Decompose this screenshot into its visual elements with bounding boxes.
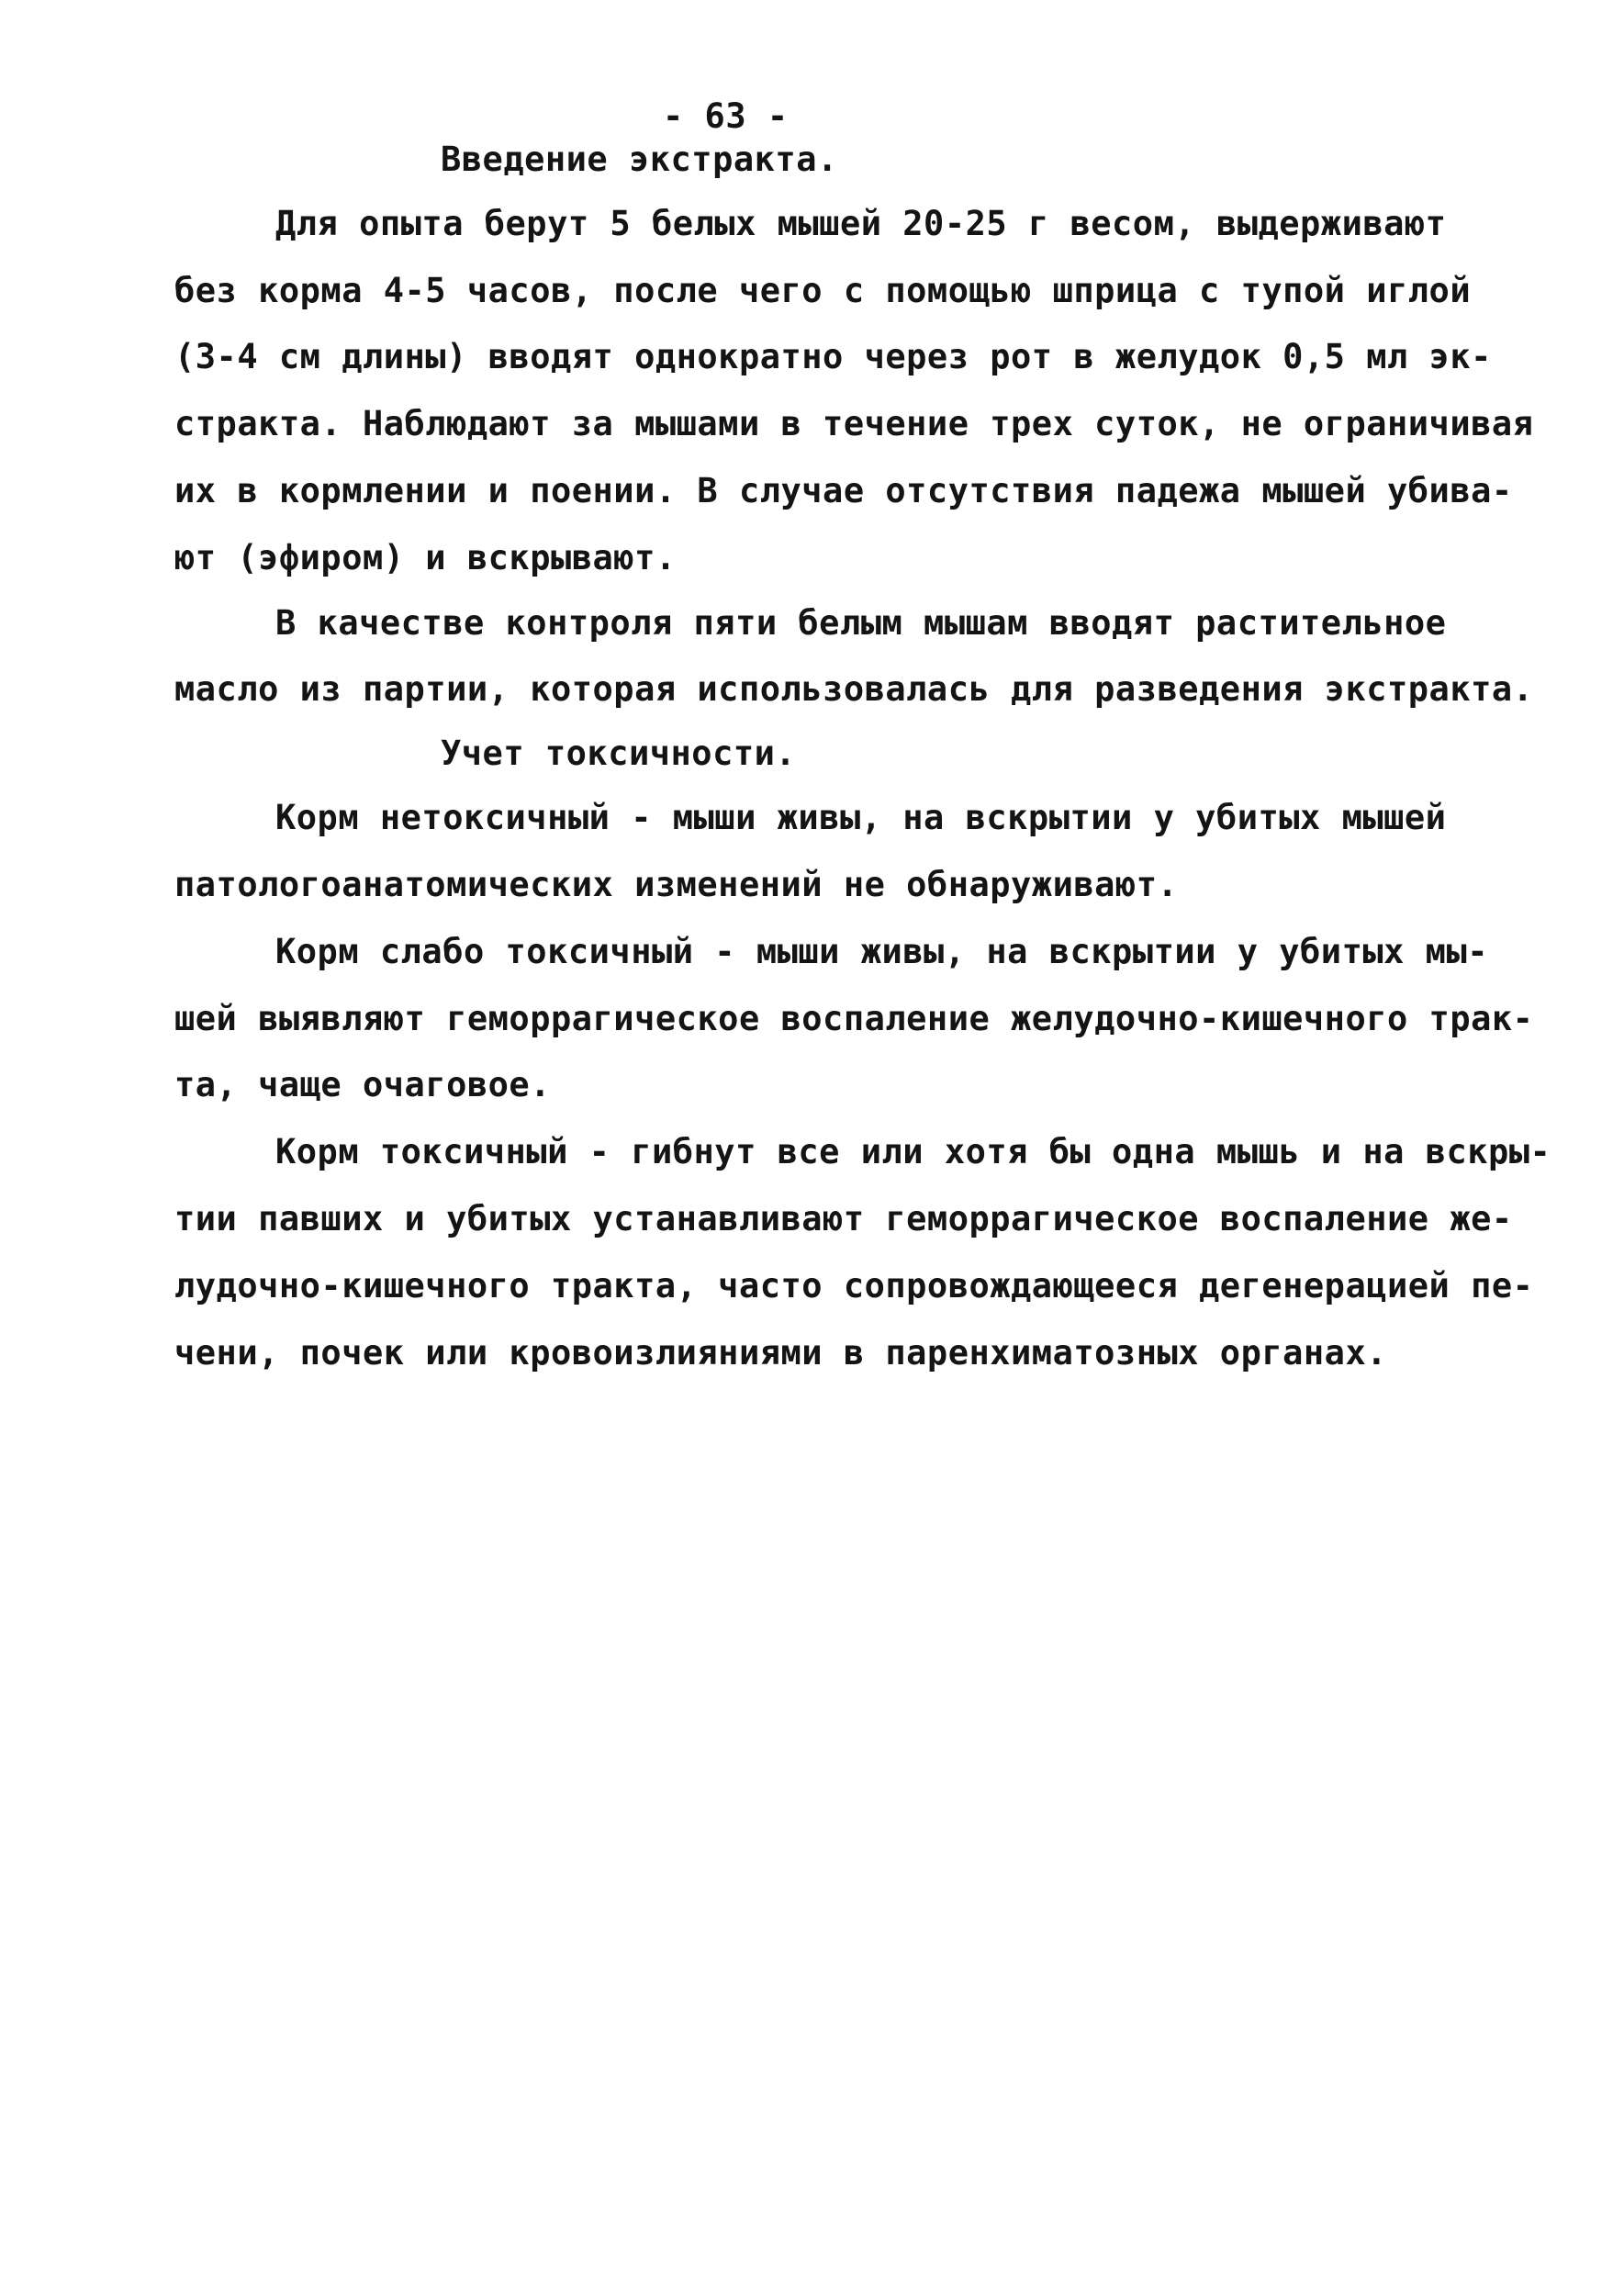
paragraph-line: та, чаще очаговое. xyxy=(174,1065,551,1104)
paragraph-line: (3-4 см длины) вводят однократно через рот в желудок 0,5 мл эк- xyxy=(174,337,1492,376)
paragraph-line: тии павших и убитых устанавливают геморрагическое воспаление же- xyxy=(174,1199,1513,1238)
paragraph-line: патологоанатомических изменений не обнаруживают. xyxy=(174,865,1179,904)
paragraph-line: Корм слабо токсичный - мыши живы, на вскрытии у убитых мы- xyxy=(275,932,1489,971)
paragraph-line: без корма 4-5 часов, после чего с помощью шприца с тупой иглой xyxy=(174,271,1472,310)
paragraph-line: стракта. Наблюдают за мышами в течение трех суток, не ограничивая xyxy=(174,404,1534,443)
paragraph-line: ют (эфиром) и вскрывают. xyxy=(174,538,677,577)
paragraph-line: В качестве контроля пяти белым мышам вводят растительное xyxy=(275,603,1447,643)
paragraph-line: их в кормлении и поении. В случае отсутствия падежа мышей убива- xyxy=(174,471,1513,510)
paragraph-line: лудочно-кишечного тракта, часто сопровождающееся дегенерацией пе- xyxy=(174,1266,1534,1305)
paragraph-line: Корм нетоксичный - мыши живы, на вскрытии у убитых мышей xyxy=(275,798,1447,837)
paragraph-line: масло из партии, которая использовалась для разведения экстракта. xyxy=(174,669,1534,709)
page-number: - 63 - xyxy=(663,96,789,136)
paragraph-line: Для опыта берут 5 белых мышей 20-25 г весом, выдерживают xyxy=(275,204,1447,243)
paragraph-line: чени, почек или кровоизлияниями в паренхиматозных органах. xyxy=(174,1333,1388,1373)
section-heading-extract-administration: Введение экстракта. xyxy=(441,140,838,179)
paragraph-line: шей выявляют геморрагическое воспаление желудочно-кишечного трак- xyxy=(174,999,1534,1038)
paragraph-line: Корм токсичный - гибнут все или хотя бы одна мышь и на вскры- xyxy=(275,1132,1551,1171)
section-heading-toxicity-assessment: Учет токсичности. xyxy=(441,734,797,773)
